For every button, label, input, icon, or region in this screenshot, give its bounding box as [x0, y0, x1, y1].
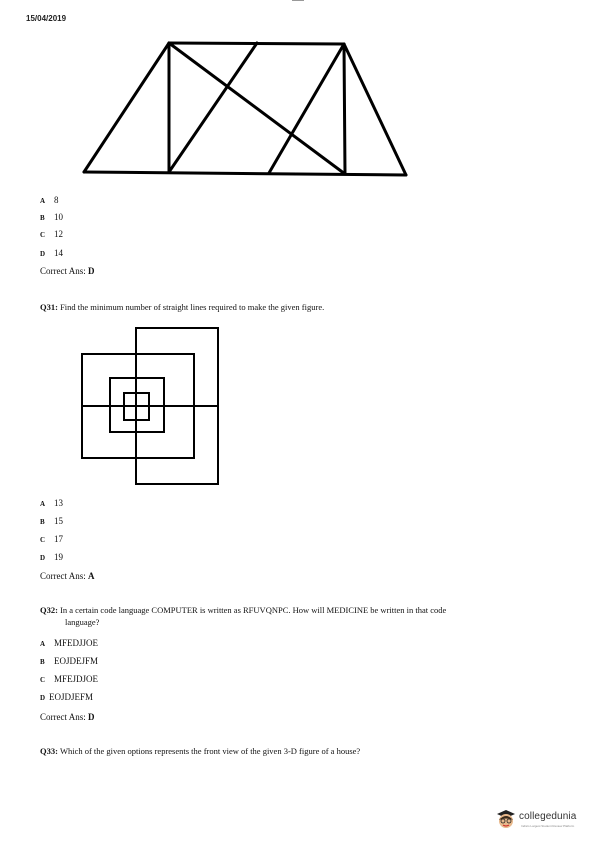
q31-option-a[interactable]: A 13 [40, 498, 63, 508]
q30-option-d[interactable]: D 14 [40, 248, 63, 258]
brand-name: collegedunia [519, 811, 577, 822]
q30-correct-answer: Correct Ans: D [40, 266, 95, 276]
q31-question: Q31: Find the minimum number of straight lines required to make the given figure. [40, 302, 325, 312]
q32-option-b[interactable]: B EOJDEJFM [40, 656, 99, 666]
collegedunia-logo[interactable] [495, 806, 591, 836]
q32-question: Q32: In a certain code language COMPUTER is written as RFUVQNPC. How will MEDICINE be written in that code language? [40, 605, 447, 627]
q31-squares-figure [80, 326, 225, 491]
q32-option-d[interactable]: D EOJDJEFM [40, 692, 94, 702]
q30-option-b[interactable]: B 10 [40, 212, 63, 222]
q30-trapezoid-figure [80, 38, 410, 180]
q32-option-c[interactable]: C MFEJDJOE [40, 674, 99, 684]
q31-option-b[interactable]: B 15 [40, 516, 63, 526]
q31-option-c[interactable]: C 17 [40, 534, 63, 544]
q31-correct-answer: Correct Ans: A [40, 571, 95, 581]
q30-option-c[interactable]: C 12 [40, 229, 63, 239]
mascot-icon [495, 808, 517, 830]
top-divider [292, 0, 304, 1]
q32-correct-answer: Correct Ans: D [40, 712, 95, 722]
q32-option-a[interactable]: A MFEDJJOE [40, 638, 99, 648]
page-date: 15/04/2019 [26, 14, 67, 23]
q33-question: Q33: Which of the given options represents the front view of the given 3-D figure of a house? [40, 746, 361, 756]
q31-option-d[interactable]: D 19 [40, 552, 63, 562]
brand-tagline: India's Largest Student Review Platform [521, 824, 575, 828]
q30-option-a[interactable]: A 8 [40, 195, 59, 205]
